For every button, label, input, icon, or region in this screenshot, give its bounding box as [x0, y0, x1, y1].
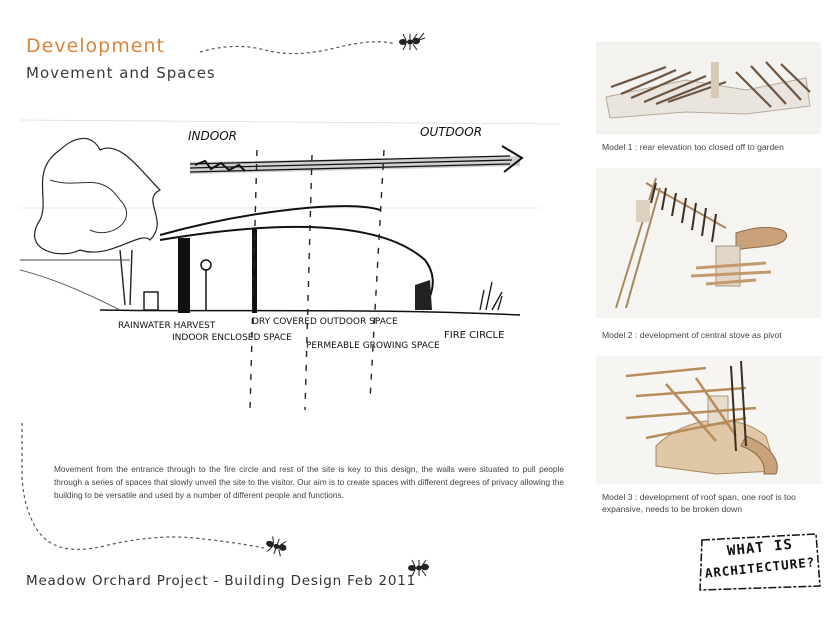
- model-2-caption: Model 2 : development of central stove as pivot: [602, 330, 782, 340]
- indoor-label: INDOOR: [188, 129, 237, 143]
- project-description: Movement from the entrance through to the fire circle and rest of the site is key to this design, the walls were situated to pull people through a series of spaces that slowly unveil the site to the visitor. Our aim is to create spaces with different degrees of privacy allowing the building to be versatile and used by a number of different people and functions.: [54, 464, 564, 500]
- zone-label-dry-covered: DRY COVERED OUTDOOR SPACE: [252, 317, 398, 327]
- building-section: [144, 206, 433, 313]
- zone-label-rainwater: RAINWATER HARVEST: [118, 321, 216, 331]
- what-is-architecture-logo: [696, 532, 824, 592]
- model-1-photo: [596, 42, 821, 134]
- section-sketch: [20, 110, 580, 430]
- indoor-outdoor-arrow: [190, 146, 522, 174]
- zone-label-indoor: INDOOR ENCLOSED SPACE: [172, 333, 292, 343]
- model-2-photo: [596, 168, 821, 318]
- model-1-caption: Model 1 : rear elevation too closed off to garden: [602, 142, 784, 152]
- page-title: Development: [26, 35, 165, 57]
- model-3-photo: [596, 356, 821, 484]
- footer-title: Meadow Orchard Project - Building Design Feb 2011: [26, 573, 417, 589]
- model-3-caption: Model 3 : development of roof span, one roof is too expansive, needs to be broken down: [602, 492, 796, 514]
- page-subtitle: Movement and Spaces: [26, 64, 216, 82]
- stamp-line-2: ARCHITECTURE?: [704, 554, 816, 581]
- ant-icon: [406, 556, 436, 580]
- outdoor-label: OUTDOOR: [420, 125, 483, 139]
- ant-icon: [264, 535, 289, 557]
- stamp-line-1: WHAT IS: [726, 536, 794, 560]
- zone-label-fire-circle: FIRE CIRCLE: [444, 330, 505, 341]
- ant-icon: [399, 33, 425, 50]
- zone-label-permeable: PERMEABLE GROWING SPACE: [306, 341, 440, 351]
- dotted-trail-top: [195, 30, 435, 70]
